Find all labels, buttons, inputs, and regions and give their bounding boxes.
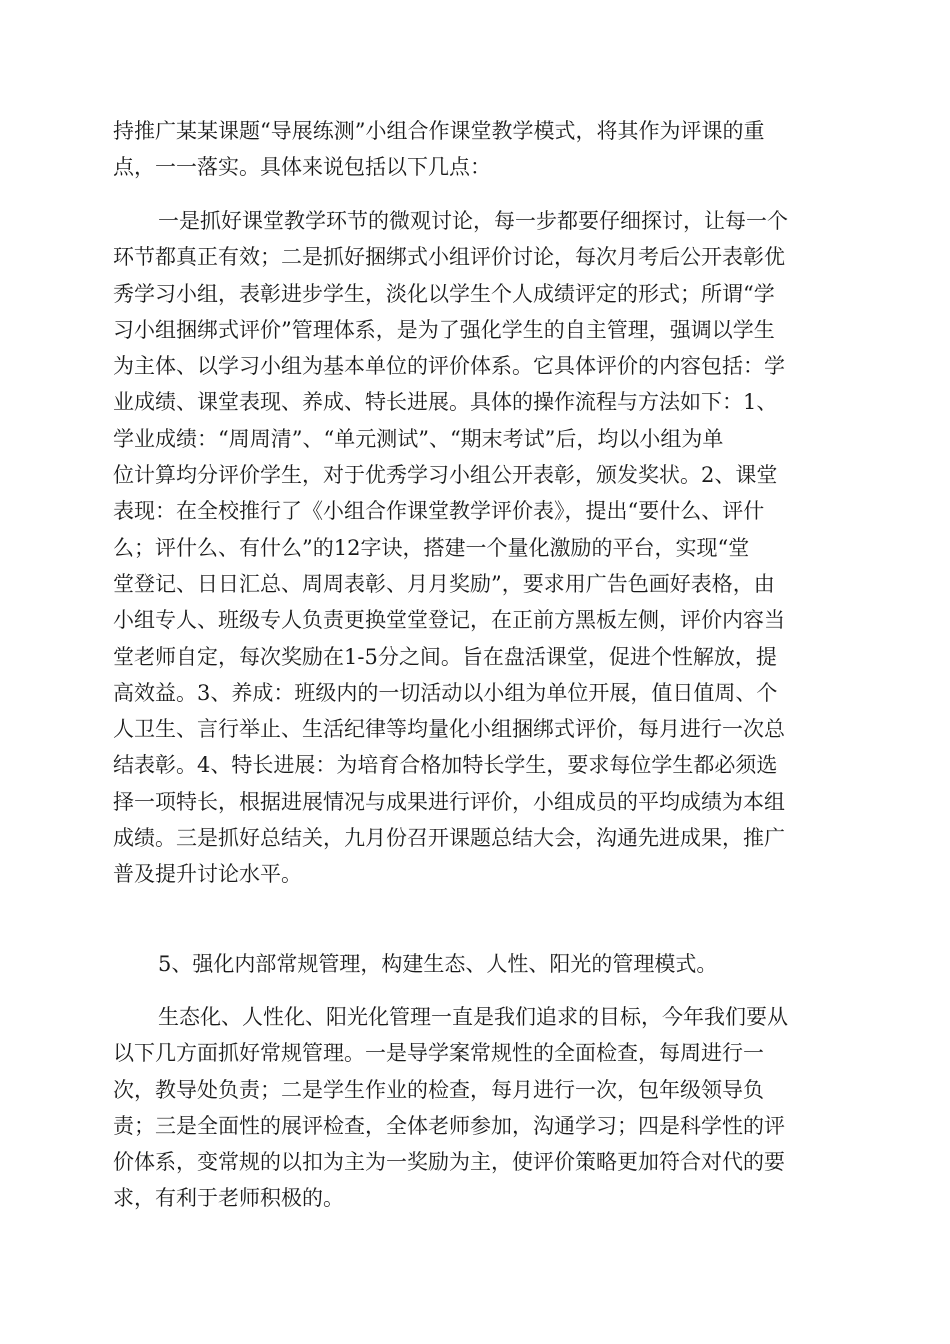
text-line: 么；评什么、有什么”的12字诀，搭建一个量化激励的平台，实现“堂 [113, 535, 750, 560]
text-line: 高效益。3、养成：班级内的一切活动以小组为单位开展，值日值周、个 [113, 680, 778, 705]
text-line: 位计算均分评价学生，对于优秀学习小组公开表彰，颁发奖状。2、课堂 [113, 463, 778, 488]
text-line: 次，教导处负责；二是学生作业的检查，每月进行一次，包年级领导负 [113, 1077, 764, 1102]
text-line: 择一项特长，根据进展情况与成果进行评价，小组成员的平均成绩为本组 [113, 789, 785, 814]
text-line: 普及提升讨论水平。 [113, 862, 302, 887]
text-line: 生态化、人性化、阳光化管理一直是我们追求的目标，今年我们要从 [158, 1005, 788, 1029]
text-line: 持推广某某课题“导展练测”小组合作课堂教学模式，将其作为评课的重 [113, 119, 765, 143]
text-line: 人卫生、言行举止、生活纪律等均量化小组捆绑式评价，每月进行一次总 [113, 717, 785, 742]
text-line: 以下几方面抓好常规管理。一是导学案常规性的全面检查，每周进行一 [113, 1041, 764, 1066]
text-line: 价体系，变常规的以扣为主为一奖励为主，使评价策略更加符合对代的要 [113, 1150, 785, 1175]
text-line: 习小组捆绑式评价”管理体系，是为了强化学生的自主管理，强调以学生 [113, 317, 775, 342]
text-line: 秀学习小组，表彰进步学生，淡化以学生个人成绩评定的形式；所谓“学 [113, 281, 775, 306]
text-line: 业成绩、课堂表现、养成、特长进展。具体的操作流程与方法如下：1、 [113, 390, 778, 415]
text-line: 表现：在全校推行了《小组合作课堂教学评价表》，提出“要什么、评什 [113, 499, 765, 524]
text-line: 环节都真正有效；二是抓好捆绑式小组评价讨论，每次月考后公开表彰优 [113, 245, 785, 270]
paragraph-4 [113, 999, 835, 1217]
text-line: 责；三是全面性的展评检查，全体老师参加，沟通学习；四是科学性的评 [113, 1113, 785, 1138]
text-line: 小组专人、班级专人负责更换堂堂登记，在正前方黑板左侧，评价内容当 [113, 608, 785, 633]
paragraph-1 [113, 113, 835, 186]
text-line: 一是抓好课堂教学环节的微观讨论，每一步都要仔细探讨，让每一个 [158, 209, 788, 233]
text-line: 为主体、以学习小组为基本单位的评价体系。它具体评价的内容包括：学 [113, 354, 785, 379]
paragraph-2 [113, 203, 835, 893]
text-line: 堂登记、日日汇总、周周表彰、月月奖励”，要求用广告色画好表格，由 [113, 571, 775, 596]
paragraph-3 [113, 946, 835, 982]
text-line: 学业成绩：“周周清”、“单元测试”、“期末考试”后，均以小组为单 [113, 426, 724, 451]
text-line: 成绩。三是抓好总结关，九月份召开课题总结大会，沟通先进成果，推广 [113, 826, 785, 851]
text-line: 堂老师自定，每次奖励在1-5分之间。旨在盘活课堂，促进个性解放，提 [113, 644, 777, 669]
text-line: 求，有利于老师积极的。 [113, 1186, 344, 1211]
text-line: 点，一一落实。具体来说包括以下几点： [113, 155, 491, 180]
text-line: 结表彰。4、特长进展：为培育合格加特长学生，要求每位学生都必须选 [113, 753, 778, 778]
text-line: 5、强化内部常规管理，构建生态、人性、阳光的管理模式。 [158, 952, 718, 976]
